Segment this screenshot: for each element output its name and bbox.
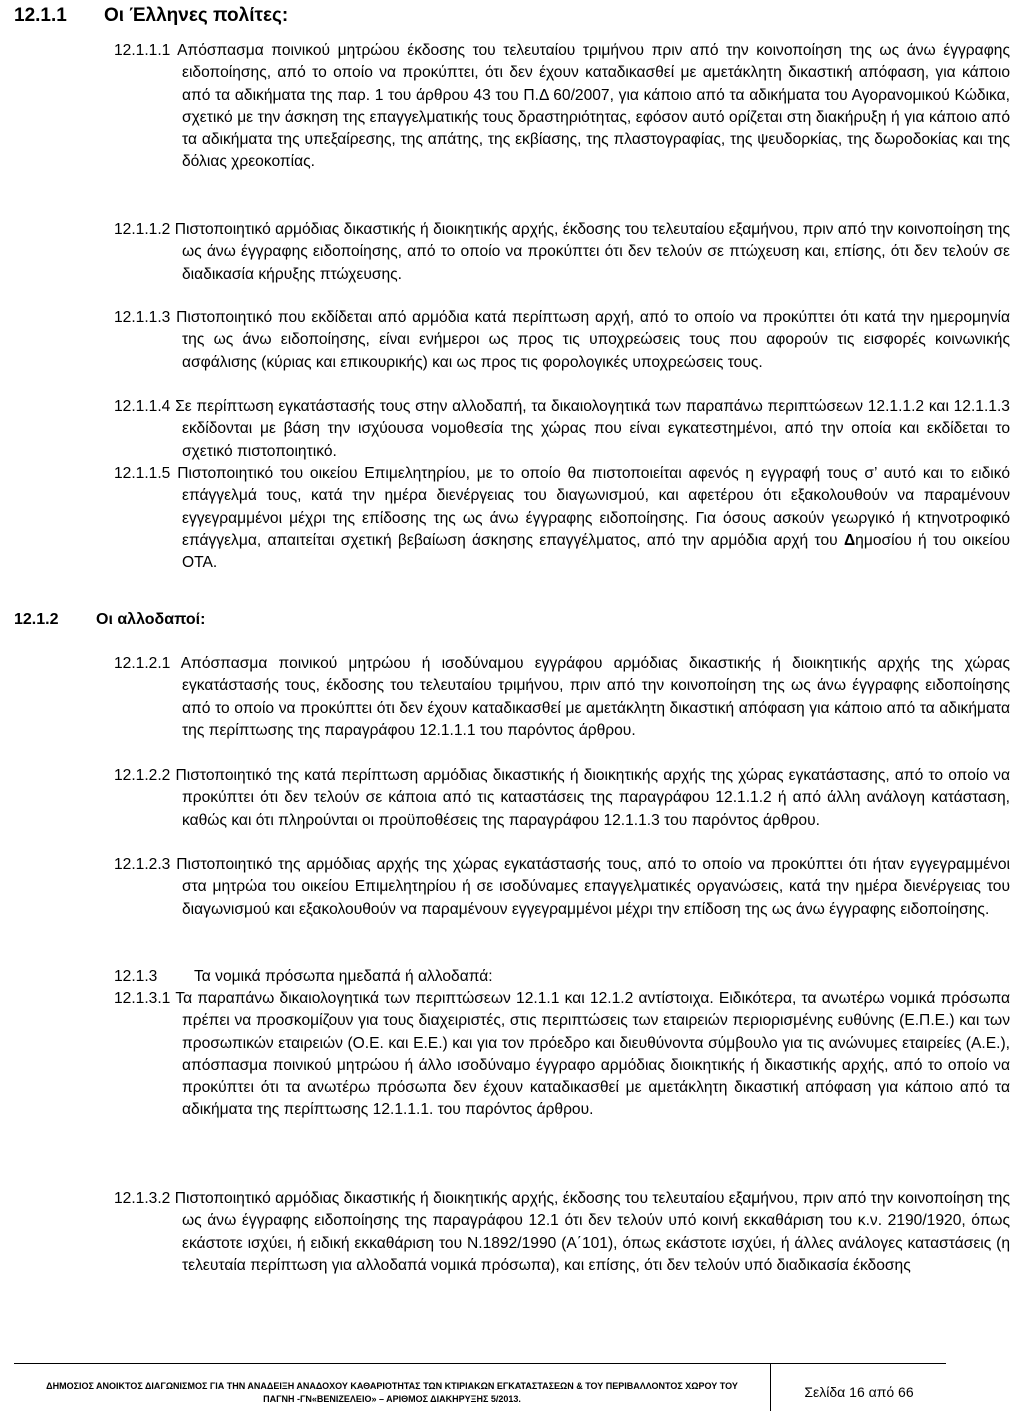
paragraph-12-1-2-1 [114,653,1010,742]
paragraph-text: Απόσπασμα ποινικού μητρώου έκδοσης του τελευταίου τριμήνου πριν από την κοινοποίηση της ως άνω έγγραφης ειδοποίησης, από το οποίο να προκύπτει, ότι δεν έχουν καταδικασθεί με αμετάκλητη δικαστική απόφαση, για κάποιο από τα αδικήματα της παρ. 1 του άρθρου 43 του Π.Δ 60/2007, για κάποιο από τα αδικήματα του Αγορανομικού Κώδικα, σχετικό με την άσκηση της επαγγελματικής τους δραστηριότητας, εφόσον αυτό ορίζεται στη διακήρυξη ή για κάποιο από τα αδικήματα της υπεξαίρεσης, της απάτης, της εκβίασης, της πλαστογραφίας, της ψευδορκίας, της δωροδοκίας και της δόλιας χρεοκοπίας. [177,42,1010,171]
paragraph-number: 12.1.1.4 [114,398,171,415]
paragraph-number: 12.1.2.1 [114,655,171,672]
paragraph-text: Πιστοποιητικό αρμόδιας δικαστικής ή διοικητικής αρχής, έκδοσης του τελευταίου εξαμήνου, πριν από την κοινοποίηση της ως άνω έγγραφης ειδοποίησης της παραγράφου 12.1 ότι δεν τελούν υπό κοινή εκκαθάριση του κ.ν. 2190/1920, όπως εκάστοτε ισχύει, ή ειδική εκκαθάριση του Ν.1892/1990 (Α΄101), όπως εκάστοτε ισχύει, ή άλλες ανάλογες καταστάσεις (η τελευταία περίπτωση για αλλοδαπά νομικά πρόσωπα), και επίσης, ότι δεν τελούν υπό διαδικασία έκδοσης [174,1190,1010,1274]
footer-tender-title [14,1380,770,1406]
paragraph-text: Απόσπασμα ποινικού μητρώου ή ισοδύναμου εγγράφου αρμόδιας δικαστικής ή διοικητικής αρχής της χώρας εγκατάστασής τους, έκδοσης του τελευταίου τριμήνου, πριν από την κοινοποίηση της ως άνω έγγραφης ειδοποίησης από το οποίο να προκύπτει ότι δεν έχουν καταδικασθεί με αμετάκλητη δικαστική απόφαση για κάποιο από τα αδικήματα της περίπτωσης της παραγράφου 12.1.1.1 του παρόντος άρθρου. [180,655,1010,739]
paragraph-12-1-1-1 [114,40,1010,174]
section-number: 12.1.1 [14,5,67,26]
section-heading-12-1-2 [14,608,205,632]
paragraph-text: Πιστοποιητικό της κατά περίπτωση αρμόδιας δικαστικής ή διοικητικής αρχής της χώρας εγκατάστασης, από το οποίο να προκύπτει ότι δεν τελούν σε κάποια από τις καταστάσεις της παραγράφου 12.1.1.2 ή από άλλη ανάλογη κατάσταση, καθώς και ότι πληρούνται οι προϋποθέσεις της παραγράφου 12.1.1.3 του παρόντος άρθρου. [175,767,1010,829]
paragraph-text: Πιστοποιητικό της αρμόδιας αρχής της χώρας εγκατάστασής τους, από το οποίο να προκύπτει ότι ήταν εγγεγραμμένοι στα μητρώα του οικείου Επιμελητηρίου ή σε ισοδύναμες επαγγελματικές οργανώσεις, κατά την ημέρα διενέργειας του διαγωνισμού και εξακολουθούν να παραμένουν εγγεγραμμένοι μέχρι την επίδοση της ως άνω έγγραφης ειδοποίησης. [176,856,1010,918]
paragraph-number: 12.1.2.3 [114,856,171,873]
footer-rule [14,1363,946,1364]
paragraph-12-1-1-2 [114,219,1010,286]
footer-divider [770,1363,771,1411]
paragraph-text: Τα παραπάνω δικαιολογητικά των περιπτώσεων 12.1.1 και 12.1.2 αντίστοιχα. Ειδικότερα, τα ανωτέρω νομικά πρόσωπα πρέπει να προσκομίζουν για τους διαχειριστές, στις περιπτώσεις των εταιρειών περιορισμένης ευθύνης (Ε.Π.Ε.) και των προσωπικών εταιρειών (Ο.Ε. και Ε.Ε.) και για τον πρόεδρο και διευθύνοντα σύμβουλο για τις ανώνυμες εταιρείες (Α.Ε.), απόσπασμα ποινικού μητρώου ή άλλο ισοδύναμο έγγραφο αρμόδιας διοικητικής ή δικαστικής αρχής, από το οποίο να προκύπτει ότι τα ανωτέρω πρόσωπα δεν έχουν καταδικασθεί με αμετάκλητη δικαστική απόφαση για κάποιο από τα αδικήματα της περίπτωσης 12.1.1.1. του παρόντος άρθρου. [175,990,1010,1119]
section-heading-12-1-3 [114,966,493,988]
paragraph-number: 12.1.1.1 [114,42,171,59]
paragraph-12-1-3-1 [114,988,1010,1122]
paragraph-text: Πιστοποιητικό που εκδίδεται από αρμόδια κατά περίπτωση αρχή, από το οποίο να προκύπτει ότι κατά την ημερομηνία της ως άνω ειδοποίησης, είναι ενήμεροι ως προς τις υποχρεώσεις τους που αφορούν τις εισφορές κοινωνικής ασφάλισης (κύριας και επικουρικής) και ως προς τις φορολογικές υποχρεώσεις τους. [176,309,1010,371]
paragraph-text: Πιστοποιητικό του οικείου Επιμελητηρίου, με το οποίο θα πιστοποιείται αφενός η εγγραφή τους σ’ αυτό και το ειδικό επάγγελμά τους, κατά την ημέρα διενέργειας του διαγωνισμού, και αφετέρου ότι εξακολουθούν να παραμένουν εγγεγραμμένοι μέχρι της επίδοσης της ως άνω έγγραφης ειδοποίησης. Για όσους ασκούν γεωργικό ή κτηνοτροφικό επάγγελμα, απαιτείται σχετική βεβαίωση άσκησης επαγγέλματος, από την αρμόδια αρχή του [177,465,1010,549]
paragraph-12-1-2-2 [114,765,1010,832]
paragraph-text-end: ημοσίου ή του οικείου ΟΤΑ. [182,531,1010,572]
paragraph-text-bold: Δ [843,531,856,549]
section-title: Τα νομικά πρόσωπα ημεδαπά ή αλλοδαπά: [194,968,493,985]
section-heading-12-1-1 [14,3,288,29]
section-title: Οι αλλοδαποί: [96,611,206,628]
paragraph-12-1-2-3 [114,854,1010,921]
section-number: 12.1.2 [14,611,59,628]
paragraph-12-1-1-5 [114,463,1010,574]
paragraph-12-1-1-3 [114,307,1010,374]
section-title: Οι Έλληνες πολίτες: [104,5,289,26]
paragraph-number: 12.1.1.5 [114,465,171,482]
paragraph-number: 12.1.3.1 [114,990,171,1007]
footer-line-2: ΠΑΓΝΗ -ΓΝ«ΒΕΝΙΖΕΛΕΙΟ» – ΑΡΙΘΜΟΣ ΔΙΑΚΗΡΥΞΗΣ 5/2013. [263,1394,521,1404]
paragraph-number: 12.1.3.2 [114,1190,171,1207]
footer-page-number: Σελίδα 16 από 66 [804,1384,914,1400]
paragraph-text: Πιστοποιητικό αρμόδιας δικαστικής ή διοικητικής αρχής, έκδοσης του τελευταίου εξαμήνου, πριν από την κοινοποίηση της ως άνω έγγραφης ειδοποίησης, από το οποίο να προκύπτει ότι δεν τελούν σε πτώχευση και, επίσης, ότι δεν τελούν σε διαδικασία κήρυξης πτώχευσης. [174,221,1010,283]
footer-line-1: ΔΗΜΟΣΙΟΣ ΑΝΟΙΚΤΟΣ ΔΙΑΓΩΝΙΣΜΟΣ ΓΙΑ ΤΗΝ ΑΝΑΔΕΙΞΗ ΑΝΑΔΟΧΟΥ ΚΑΘΑΡΙΟΤΗΤΑΣ ΤΩΝ ΚΤΙΡΙΑΚΩΝ ΕΓΚΑΤΑΣΤΑΣΕΩΝ & ΤΟΥ ΠΕΡΙΒΑΛΛΟΝΤΟΣ ΧΩΡΟΥ ΤΟΥ [46,1381,738,1391]
paragraph-number: 12.1.2.2 [114,767,171,784]
paragraph-text: Σε περίπτωση εγκατάστασής τους στην αλλοδαπή, τα δικαιολογητικά των παραπάνω περιπτώσεων 12.1.1.2 και 12.1.1.3 εκδίδονται με βάση την ισχύουσα νομοθεσία της χώρας που είναι εγκατεστημένοι, από την οποία και εκδίδεται το σχετικό πιστοποιητικό. [175,398,1010,460]
paragraph-number: 12.1.1.2 [114,221,171,238]
paragraph-12-1-3-2 [114,1188,1010,1277]
paragraph-number: 12.1.1.3 [114,309,171,326]
paragraph-12-1-1-4 [114,396,1010,463]
section-number: 12.1.3 [114,968,158,985]
